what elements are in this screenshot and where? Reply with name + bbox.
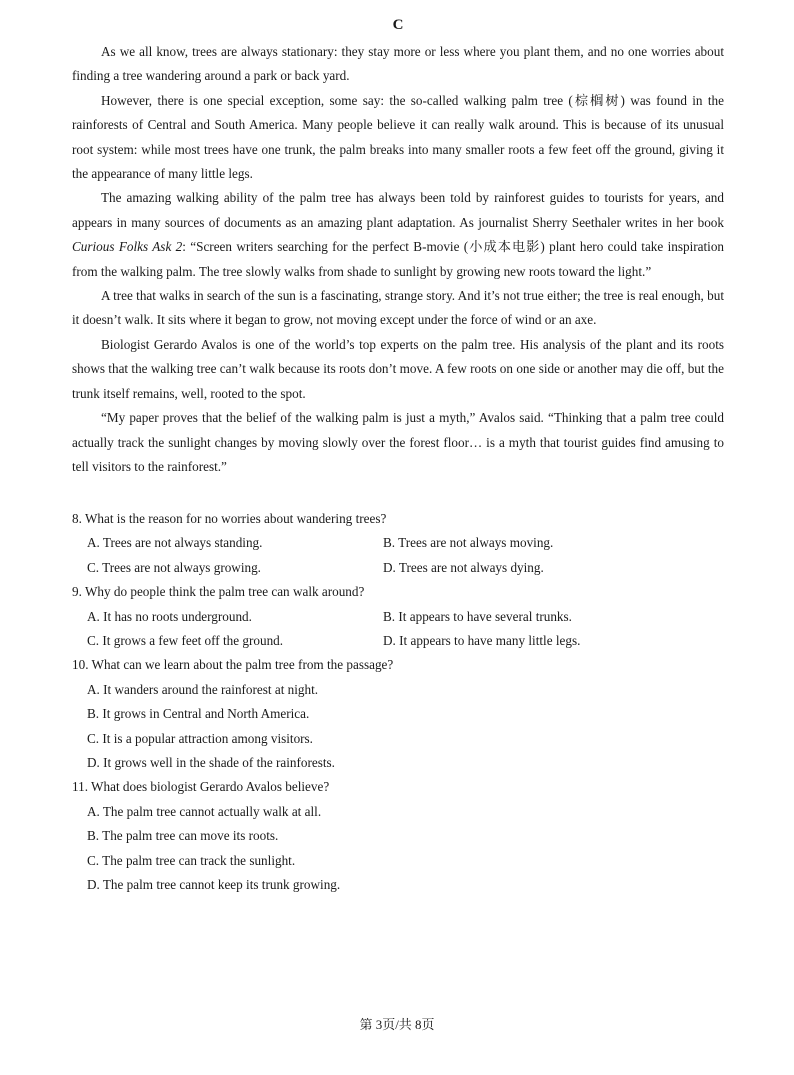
book-title: Curious Folks Ask 2 [72, 239, 183, 255]
question-stem: 11. What does biologist Gerardo Avalos believe? [72, 779, 330, 795]
option-c: C. It is a popular attraction among visitors. [87, 730, 313, 746]
option-a: A. The palm tree cannot actually walk at all. [87, 803, 322, 819]
paragraph-3-quote: : “Screen writers searching for the perfect B-movie (小成本电影) plant hero could take inspiration from the walking palm. The tree slowly walks from shade to sunlight by growing new roots toward the light.” [72, 239, 725, 279]
option-a: A. Trees are not always standing. [87, 535, 263, 551]
option-c: C. Trees are not always growing. [87, 559, 261, 575]
option-a: A. It has no roots underground. [87, 608, 252, 624]
option-b: B. It grows in Central and North America. [87, 706, 310, 722]
option-d: D. It grows well in the shade of the rainforests. [87, 755, 335, 771]
paragraph-3 [72, 186, 724, 284]
reading-passage [72, 40, 724, 479]
paragraph-6: “My paper proves that the belief of the walking palm is just a myth,” Avalos said. “Thinking that a palm tree could actually track the sunlight changes by moving slowly over the forest floor… is a myth that tourist guides find amusing to tell visitors to the rainforest.” [72, 410, 724, 474]
question-9 [72, 580, 724, 653]
paragraph-4: A tree that walks in search of the sun is a fascinating, strange story. And it’s not true either; the tree is real enough, but it doesn’t walk. It sits where it began to grow, not moving except under the force of wind or an axe. [72, 288, 724, 328]
section-title: C [392, 17, 404, 33]
question-stem: 8. What is the reason for no worries about wandering trees? [72, 511, 387, 526]
option-d: D. Trees are not always dying. [383, 559, 544, 575]
question-list [72, 507, 724, 898]
paragraph-2: However, there is one special exception, some say: the so-called walking palm tree (棕榈树) was found in the rainforests of Central and South America. Many people believe it can really walk around. This is because of its unusual root system: while most trees have one trunk, the palm breaks into many smaller roots a few feet off the ground, giving it the appearance of many little legs. [72, 92, 724, 182]
page-number-footer: 第 3页/共 8页 [359, 1017, 435, 1032]
question-stem: 9. Why do people think the palm tree can walk around? [72, 584, 365, 600]
option-c: C. It grows a few feet off the ground. [87, 633, 284, 649]
option-b: B. It appears to have several trunks. [383, 608, 572, 624]
option-b: B. Trees are not always moving. [383, 535, 554, 551]
paragraph-3-intro: The amazing walking ability of the palm tree has always been told by rainforest guides to tourists for years, and appears in many sources of documents as an amazing plant adaptation. As journalist Sherry Seethaler writes in her book [72, 190, 724, 230]
option-a: A. It wanders around the rainforest at night. [87, 681, 319, 697]
question-stem: 10. What can we learn about the palm tree from the passage? [72, 657, 394, 673]
question-10 [72, 653, 724, 775]
option-c: C. The palm tree can track the sunlight. [87, 852, 296, 868]
question-8 [72, 507, 724, 580]
option-b: B. The palm tree can move its roots. [87, 828, 279, 844]
option-d: D. It appears to have many little legs. [383, 633, 581, 649]
paragraph-5: Biologist Gerardo Avalos is one of the world’s top experts on the palm tree. His analysis of the plant and its roots shows that the walking tree can’t walk because its roots don’t move. A few roots on one side or another may die off, but the trunk itself remains, well, rooted to the spot. [72, 336, 724, 401]
paragraph-1: As we all know, trees are always stationary: they stay more or less where you plant them, and no one worries about finding a tree wandering around a park or back yard. [72, 44, 724, 84]
option-d: D. The palm tree cannot keep its trunk growing. [87, 877, 341, 893]
question-11 [72, 775, 724, 897]
